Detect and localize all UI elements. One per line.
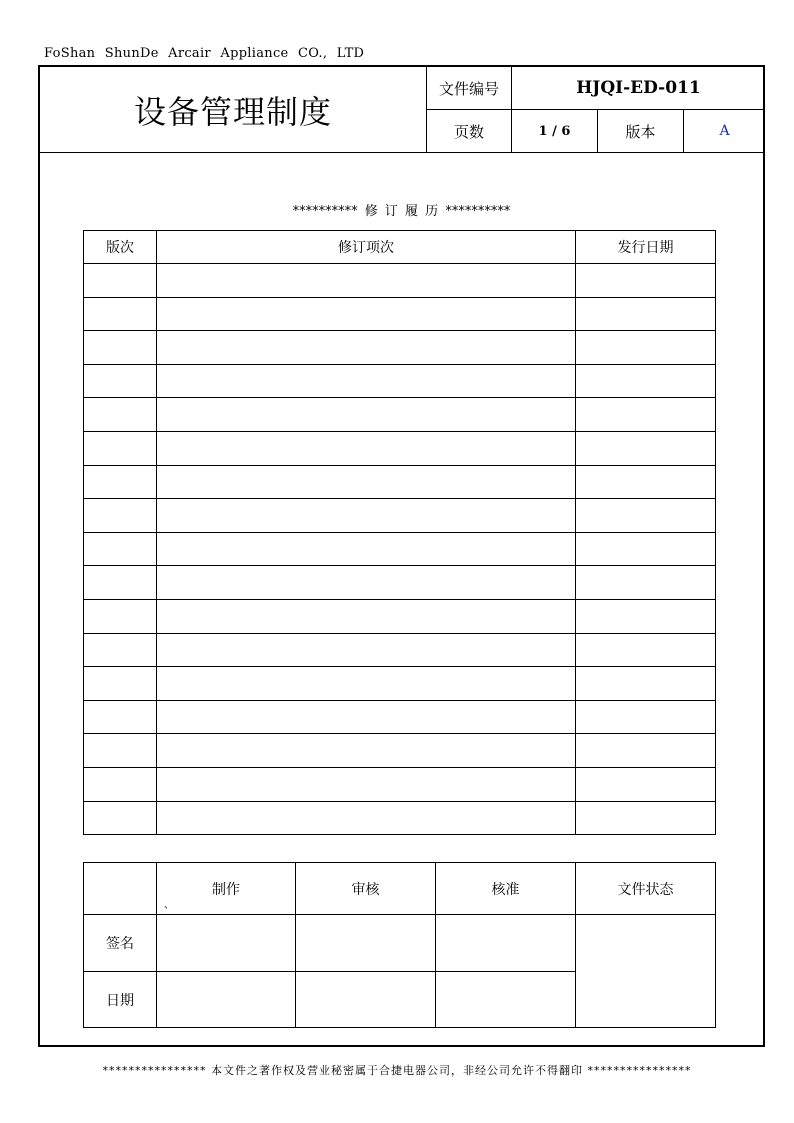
signoff-header-reviewed: 审核 xyxy=(296,863,436,915)
revision-items-cell[interactable] xyxy=(157,499,576,533)
column-header-issue-date: 发行日期 xyxy=(576,231,716,264)
version-cell[interactable] xyxy=(84,499,157,533)
table-row xyxy=(84,667,716,701)
issue-date-cell[interactable] xyxy=(576,431,716,465)
signoff-header-prepared xyxy=(157,863,296,915)
table-row xyxy=(84,331,716,365)
revision-items-cell[interactable] xyxy=(157,566,576,600)
table-row xyxy=(84,566,716,600)
version-cell[interactable] xyxy=(84,532,157,566)
table-row xyxy=(84,801,716,835)
table-row xyxy=(84,297,716,331)
table-row xyxy=(84,264,716,298)
issue-date-cell[interactable] xyxy=(576,801,716,835)
issue-date-cell[interactable] xyxy=(576,667,716,701)
revision-items-cell[interactable] xyxy=(157,700,576,734)
column-header-version: 版次 xyxy=(84,231,157,264)
version-cell[interactable] xyxy=(84,599,157,633)
version-cell[interactable] xyxy=(84,801,157,835)
document-status-cell[interactable] xyxy=(576,915,716,1028)
revision-items-cell[interactable] xyxy=(157,801,576,835)
issue-date-cell[interactable] xyxy=(576,700,716,734)
issue-date-cell[interactable] xyxy=(576,364,716,398)
signoff-header-status: 文件状态 xyxy=(576,863,716,915)
table-row xyxy=(84,767,716,801)
signoff-corner-cell xyxy=(84,863,157,915)
table-row xyxy=(84,700,716,734)
table-row xyxy=(84,599,716,633)
table-row xyxy=(84,499,716,533)
page-label: 页数 xyxy=(427,110,512,152)
prepared-mark: 、 xyxy=(164,900,174,911)
revision-items-cell[interactable] xyxy=(157,465,576,499)
date-cell-reviewed[interactable] xyxy=(296,972,436,1028)
version-cell[interactable] xyxy=(84,767,157,801)
signature-cell-approved[interactable] xyxy=(436,915,576,972)
date-cell-approved[interactable] xyxy=(436,972,576,1028)
revision-items-cell[interactable] xyxy=(157,264,576,298)
document-frame xyxy=(38,65,765,1047)
doc-no-value: HJQI-ED-011 xyxy=(512,67,765,110)
version-cell[interactable] xyxy=(84,700,157,734)
revision-items-cell[interactable] xyxy=(157,398,576,432)
version-cell[interactable] xyxy=(84,297,157,331)
table-row xyxy=(84,431,716,465)
revision-items-cell[interactable] xyxy=(157,633,576,667)
issue-date-cell[interactable] xyxy=(576,398,716,432)
prepared-label: 制作 xyxy=(212,881,240,898)
table-row xyxy=(84,532,716,566)
version-cell[interactable] xyxy=(84,734,157,768)
revision-items-cell[interactable] xyxy=(157,599,576,633)
document-title: 设备管理制度 xyxy=(40,67,427,152)
signature-cell-reviewed[interactable] xyxy=(296,915,436,972)
version-cell[interactable] xyxy=(84,633,157,667)
revision-history-table xyxy=(83,230,716,835)
signoff-header-row xyxy=(84,863,716,915)
table-row xyxy=(84,734,716,768)
confidentiality-footer: **************** 本文件之著作权及营业秘密属于合捷电器公司，非经公司允许不得翻印 **************** xyxy=(102,1064,692,1077)
revision-items-cell[interactable] xyxy=(157,667,576,701)
table-header-row xyxy=(84,231,716,264)
table-row xyxy=(84,633,716,667)
doc-no-label: 文件编号 xyxy=(427,67,512,110)
version-cell[interactable] xyxy=(84,431,157,465)
version-cell[interactable] xyxy=(84,465,157,499)
revision-items-cell[interactable] xyxy=(157,431,576,465)
table-row xyxy=(84,364,716,398)
revision-items-cell[interactable] xyxy=(157,297,576,331)
company-name: FoShan ShunDe Arcair Appliance CO., LTD xyxy=(44,46,365,61)
version-value: A xyxy=(719,123,730,139)
signoff-header-approved: 核准 xyxy=(436,863,576,915)
issue-date-cell[interactable] xyxy=(576,331,716,365)
signoff-table xyxy=(83,862,716,1028)
version-cell[interactable] xyxy=(84,566,157,600)
revision-items-cell[interactable] xyxy=(157,364,576,398)
date-cell-prepared[interactable] xyxy=(157,972,296,1028)
issue-date-cell[interactable] xyxy=(576,599,716,633)
document-header xyxy=(40,67,763,153)
issue-date-cell[interactable] xyxy=(576,767,716,801)
version-cell[interactable] xyxy=(84,364,157,398)
version-cell[interactable] xyxy=(84,264,157,298)
issue-date-cell[interactable] xyxy=(576,264,716,298)
signoff-signature-row xyxy=(84,915,716,972)
issue-date-cell[interactable] xyxy=(576,734,716,768)
issue-date-cell[interactable] xyxy=(576,532,716,566)
signature-cell-prepared[interactable] xyxy=(157,915,296,972)
revision-items-cell[interactable] xyxy=(157,532,576,566)
table-row xyxy=(84,465,716,499)
version-cell[interactable] xyxy=(84,331,157,365)
revision-items-cell[interactable] xyxy=(157,331,576,365)
table-row xyxy=(84,398,716,432)
issue-date-cell[interactable] xyxy=(576,499,716,533)
date-row-label: 日期 xyxy=(84,972,157,1028)
issue-date-cell[interactable] xyxy=(576,297,716,331)
revision-items-cell[interactable] xyxy=(157,767,576,801)
revision-items-cell[interactable] xyxy=(157,734,576,768)
issue-date-cell[interactable] xyxy=(576,566,716,600)
version-cell[interactable] xyxy=(84,667,157,701)
page-value: 1 / 6 xyxy=(512,110,598,152)
issue-date-cell[interactable] xyxy=(576,465,716,499)
signature-row-label: 签名 xyxy=(84,915,157,972)
version-label: 版本 xyxy=(598,110,684,152)
column-header-revision-items: 修订项次 xyxy=(157,231,576,264)
version-cell[interactable] xyxy=(84,398,157,432)
issue-date-cell[interactable] xyxy=(576,633,716,667)
revision-history-title: ********** 修 订 履 历 ********** xyxy=(292,204,511,219)
